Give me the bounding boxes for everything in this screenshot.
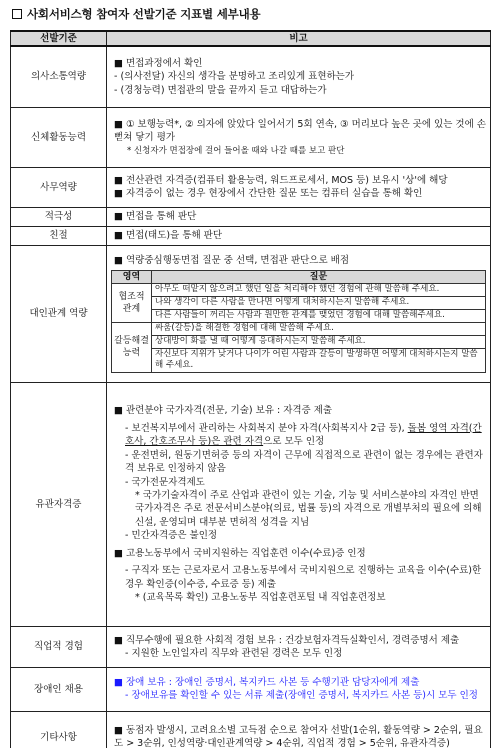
interview-question-table bbox=[111, 270, 486, 373]
desc-note: * (교육목록 확인) 고용노동부 직업훈련포털 내 직업훈련정보 bbox=[135, 592, 386, 604]
criteria-label: 기타사항 bbox=[11, 711, 107, 748]
criteria-description bbox=[107, 626, 491, 667]
row-interpersonal bbox=[11, 245, 491, 382]
row-career bbox=[11, 626, 491, 667]
row-license bbox=[11, 382, 491, 626]
criteria-label: 적극성 bbox=[11, 207, 107, 226]
criteria-label: 친절 bbox=[11, 226, 107, 245]
desc-line: ■ 장애 보유 : 장애인 증명서, 복지카드 사본 등 수행기관 담당자에게 제출 bbox=[114, 677, 420, 688]
question-item: 아무도 떠맡지 않으려고 했던 일을 처리해야 했던 경험에 관해 말씀해 주세요. bbox=[152, 283, 486, 296]
inner-header-area: 영역 bbox=[112, 270, 152, 283]
desc-line: ■ 직무수행에 필요한 사회적 경험 보유 : 건강보험자격득실확인서, 경력증명서 제출 bbox=[114, 634, 460, 646]
desc-line: - (경청능력) 면접관의 말을 끝까지 듣고 대답하는가 bbox=[114, 84, 327, 96]
criteria-description bbox=[107, 667, 491, 711]
desc-line: - (의사전달) 자신의 생각을 분명하고 조리있게 표현하는가 bbox=[114, 71, 355, 83]
desc-line: ■ 전산관련 자격증(컴퓨터 활용능력, 워드프로세서, MOS 등) 보유시 '상'에 해당 bbox=[114, 175, 448, 186]
desc-line: ■ 고용노동부에서 국비지원하는 직업훈련 이수(수료)증 인정 bbox=[114, 547, 366, 559]
header-remarks: 비고 bbox=[107, 31, 491, 46]
desc-line: - 보건복지부에서 관리하는 사회복지 분야 자격(사회복지사 2급 등), 돌봄 영역 자격(간호사, 간호조무사 등)은 관련 자격으로 모두 인정 bbox=[125, 422, 482, 448]
desc-line: - 지원한 노인일자리 직무와 관련된 경력은 모두 인정 bbox=[125, 647, 343, 659]
inner-header-question: 질문 bbox=[152, 270, 486, 283]
criteria-label: 유관자격증 bbox=[11, 382, 107, 626]
area-label: 협조적 관계 bbox=[112, 283, 152, 322]
desc-line: - 운전면허, 원동기면허증 등의 자격이 근무에 직접적으로 관련이 없는 경우에는 관련자격 보유로 인정하지 않음 bbox=[125, 449, 483, 475]
desc-line: ■ 면접과정에서 확인 bbox=[114, 58, 203, 69]
criteria-label: 신체활동능력 bbox=[11, 107, 107, 167]
desc-line: ■ 자격증이 없는 경우 현장에서 간단한 질문 또는 컴퓨터 실습을 통해 확인 bbox=[114, 188, 423, 200]
row-office bbox=[11, 167, 491, 207]
criteria-label: 직업적 경험 bbox=[11, 626, 107, 667]
table-header-row bbox=[11, 31, 491, 46]
question-item: 다른 사람들이 꺼리는 사람과 원만한 관계를 맺었던 경험에 대해 말씀해주세요. bbox=[152, 309, 486, 322]
desc-line: - 민간자격증은 불인정 bbox=[125, 530, 218, 542]
desc-note: * 국가기술자격이 주로 산업과 관련이 있는 기술, 기능 및 서비스분야의 자격인 반면 국가자격은 주로 전문서비스분야(의료, 법률 등)의 자격으로 개별부처의 필요에 의해 신설, 운영되며 대부분 면허적 성격을 지님 bbox=[135, 490, 482, 528]
criteria-description bbox=[107, 226, 491, 245]
checkbox-square-icon bbox=[12, 9, 22, 19]
desc-line: ■ ① 보행능력*, ② 의자에 앉았다 일어서기 5회 연속, ③ 머리보다 높은 곳에 있는 것에 손 뻗쳐 닿기 평가 bbox=[114, 118, 486, 144]
question-item: 자신보다 지위가 낮거나 나이가 어린 사람과 갈등이 발생하면 어떻게 대처하시는지 말씀해 주세요. bbox=[152, 348, 486, 372]
desc-line: ■ 면접(태도)을 통해 판단 bbox=[114, 230, 223, 242]
desc-line: - 구직자 또는 근로자로서 고용노동부에서 국비지원으로 진행하는 교육을 이수(수료)한 경우 확인증(이수증, 수료증 등) 제출 bbox=[125, 565, 482, 590]
desc-line: - 장애보유를 확인할 수 있는 서류 제출(장애인 증명서, 복지카드 사본 등)시 모두 인정 bbox=[125, 690, 478, 702]
criteria-table bbox=[10, 30, 491, 748]
criteria-label: 장애인 채용 bbox=[11, 667, 107, 711]
question-item: 싸움(갈등)을 해결한 경험에 대해 말씀해 주세요. bbox=[152, 322, 486, 335]
page-title: 사회서비스형 참여자 선발기준 지표별 세부내용 bbox=[27, 6, 261, 21]
desc-note: * 신청자가 면접장에 걸어 들어올 때와 나갈 때를 보고 판단 bbox=[127, 145, 345, 156]
desc-line: ■ 역량중심행동면접 질문 중 선택, 면접관 판단으로 배점 bbox=[114, 255, 350, 267]
criteria-label: 사무역량 bbox=[11, 167, 107, 207]
row-disabled bbox=[11, 667, 491, 711]
desc-line: - 국가전문자격제도 bbox=[125, 476, 205, 488]
row-aptitude bbox=[11, 207, 491, 226]
title-row bbox=[12, 5, 490, 23]
criteria-description bbox=[107, 245, 491, 382]
header-criteria: 선발기준 bbox=[11, 31, 107, 46]
desc-line: ■ 관련분야 국가자격(전문, 기술) 보유 : 자격증 제출 bbox=[114, 405, 333, 417]
criteria-description bbox=[107, 46, 491, 107]
question-item: 상대방이 화를 낼 때 어떻게 응대하시는지 말씀해 주세요. bbox=[152, 335, 486, 348]
criteria-description bbox=[107, 207, 491, 226]
criteria-description bbox=[107, 382, 491, 626]
criteria-label: 대인관계 역량 bbox=[11, 245, 107, 382]
criteria-description bbox=[107, 711, 491, 748]
criteria-description bbox=[107, 107, 491, 167]
question-item: 나와 생각이 다른 사람을 만나면 어떻게 대처하시는지 말씀해 주세요. bbox=[152, 296, 486, 309]
row-physical bbox=[11, 107, 491, 167]
row-communication bbox=[11, 46, 491, 107]
desc-line: ■ 동점자 발생시, 고려요소별 고득점 순으로 참여자 선발(1순위, 활동역량 > 2순위, 필요도 > 3순위, 인성역량·대인관계역량 > 4순위, 직업적 경험 > 5순위, 유관자격증) bbox=[114, 725, 483, 748]
criteria-description bbox=[107, 167, 491, 207]
desc-line: ■ 면접을 통해 판단 bbox=[114, 211, 197, 223]
row-kindness bbox=[11, 226, 491, 245]
criteria-label: 의사소통역량 bbox=[11, 46, 107, 107]
row-other bbox=[11, 711, 491, 748]
area-label: 갈등해결 능력 bbox=[112, 322, 152, 372]
